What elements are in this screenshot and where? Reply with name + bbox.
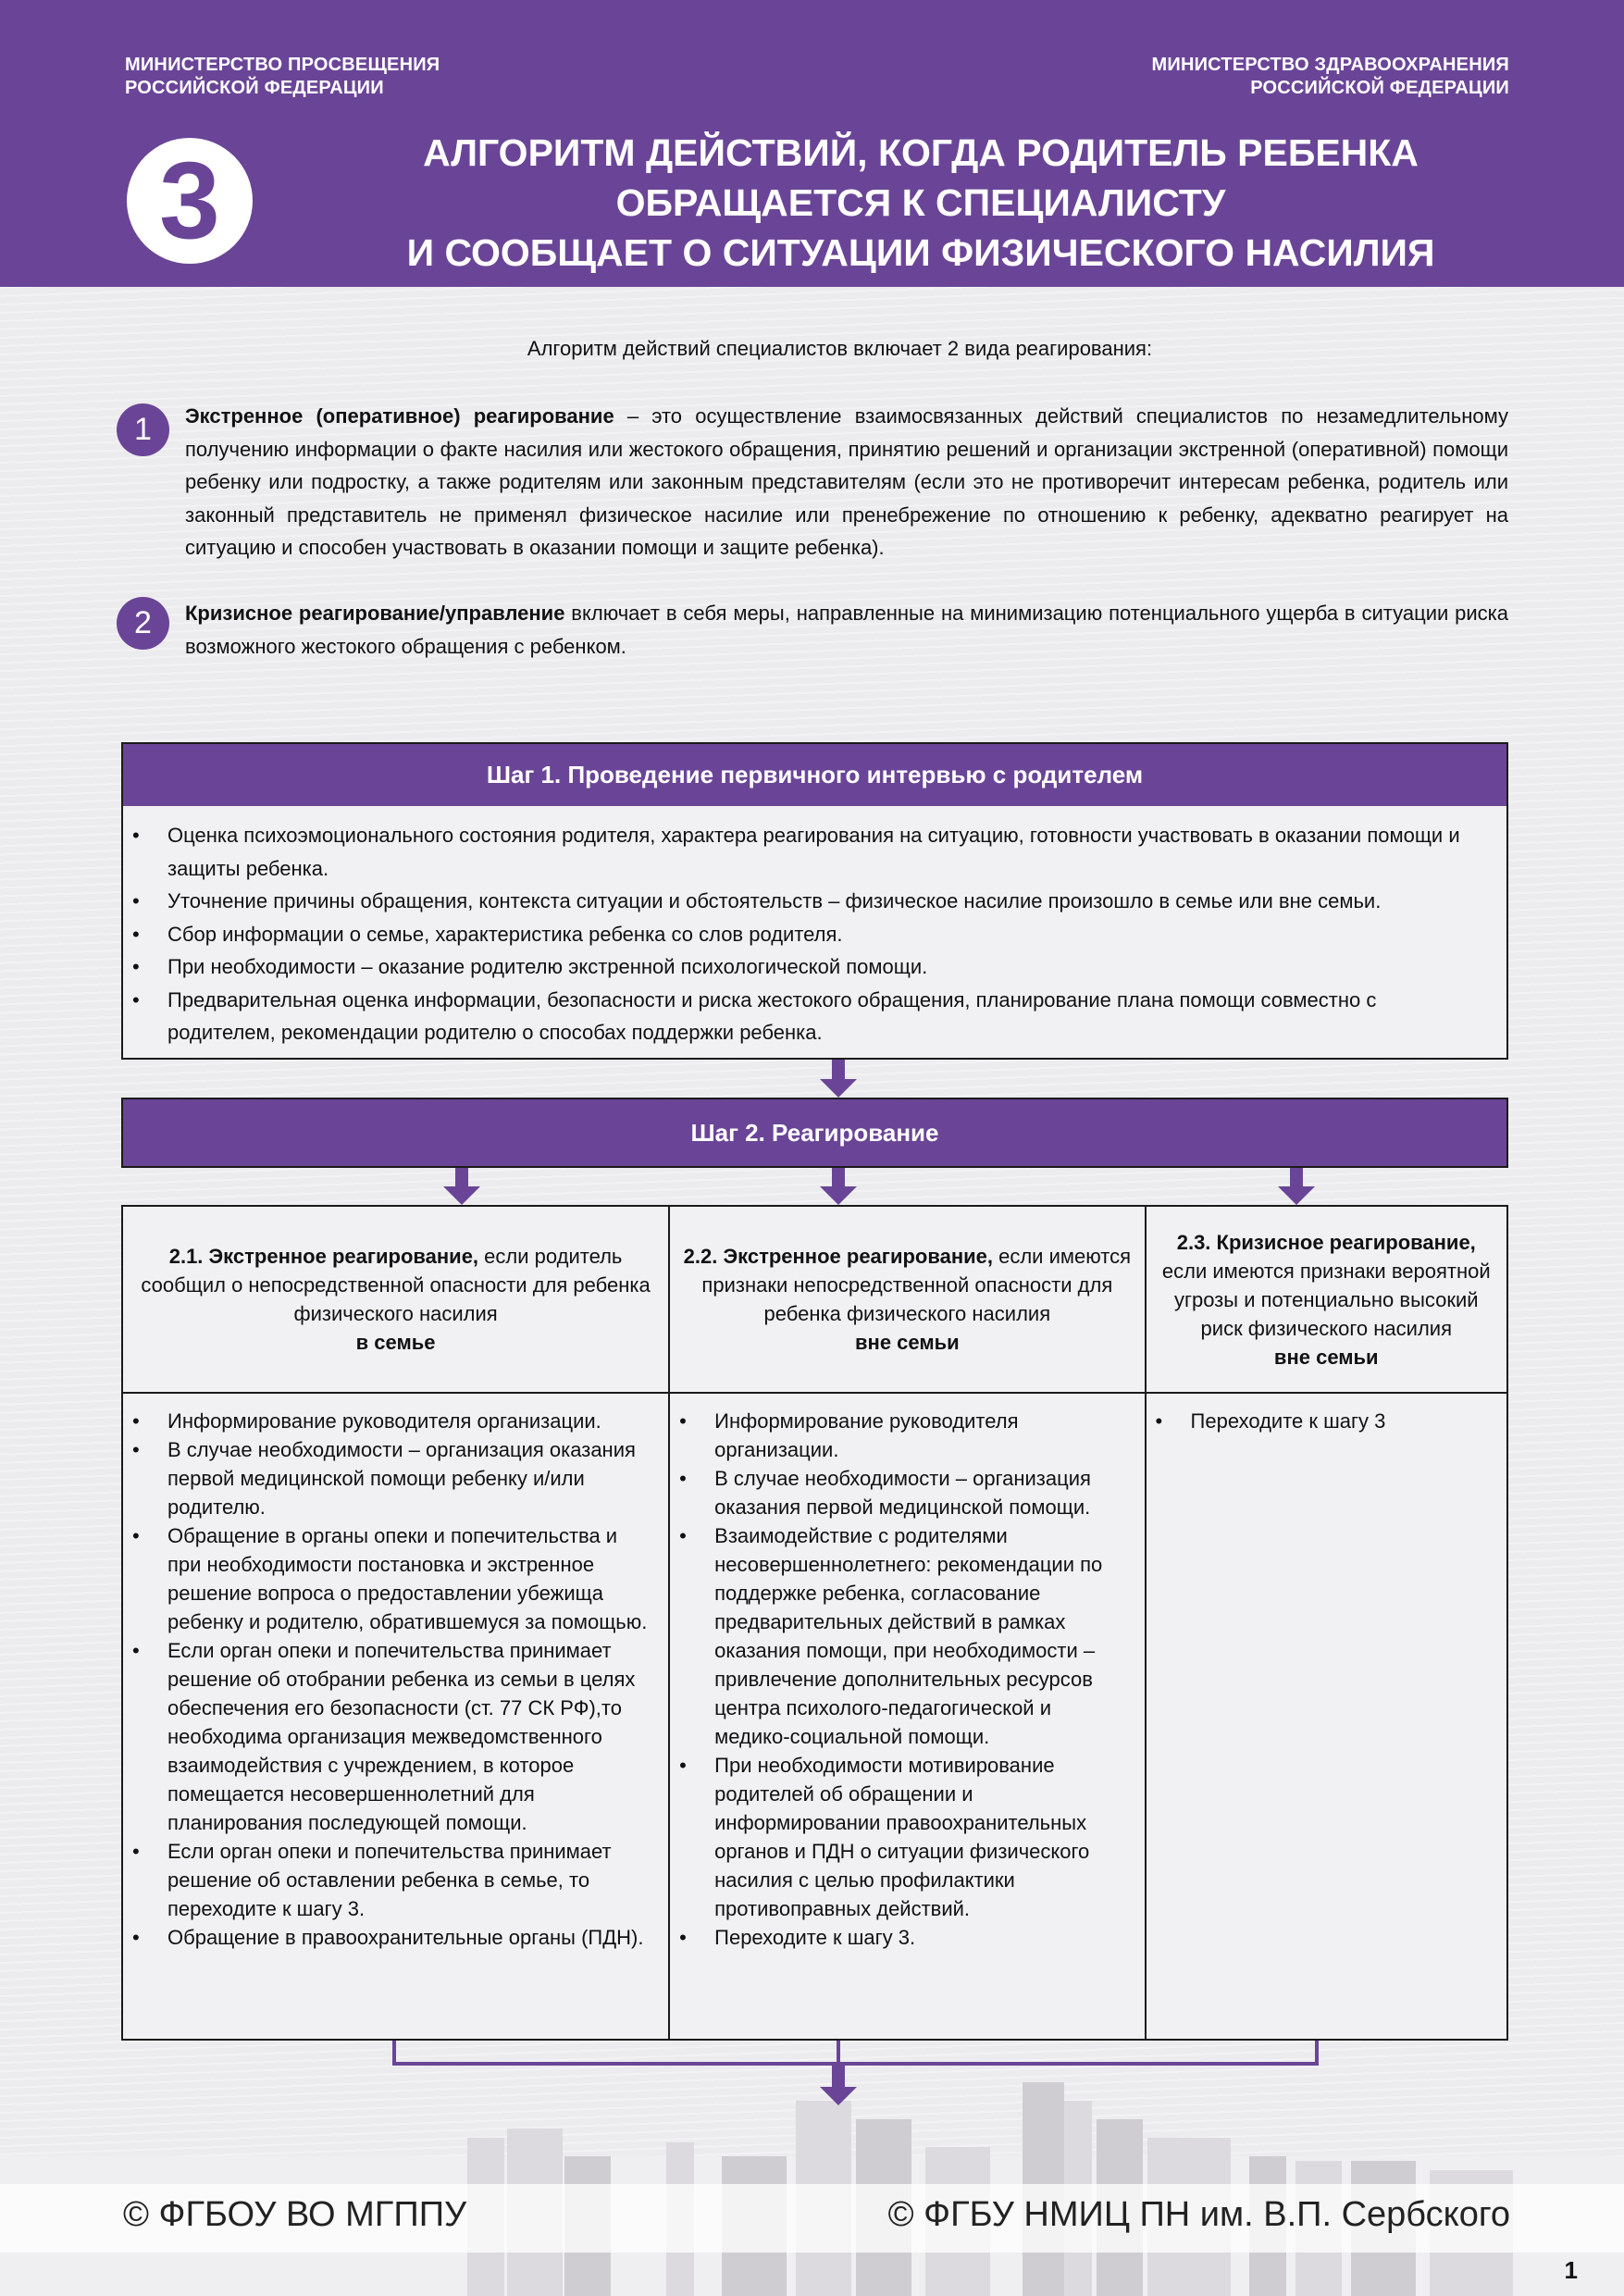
ministry-education: МИНИСТЕРСТВО ПРОСВЕЩЕНИЯ РОССИЙСКОЙ ФЕДЕРАЦИИ: [125, 55, 440, 98]
arrow-down-icon: [820, 1060, 857, 1098]
page-number: 1: [1564, 2256, 1578, 2284]
column-1-header: [122, 1206, 669, 1393]
column-3-scope: вне семьи: [1273, 1345, 1379, 1369]
step-1-box: [121, 742, 1508, 1060]
column-3-header: [1146, 1206, 1507, 1393]
list-item: • Информирование руководителя организации.: [670, 1407, 1131, 1464]
column-3-subtitle: если имеются признаки вероятной угрозы и потенциально высокий риск физического насилия: [1161, 1259, 1491, 1340]
intro-text: Алгоритм действий специалистов включает 2 вида реагирования:: [527, 337, 1153, 360]
column-1-subtitle: если родитель сообщил о непосредственной опасности для ребенка физического насилия: [141, 1245, 651, 1325]
type-2-description: [185, 597, 1508, 663]
list-item: • В случае необходимости – организация оказания первой медицинской помощи ребенку и/или родителю.: [123, 1435, 655, 1521]
column-2-scope: вне семьи: [855, 1331, 960, 1354]
title-line-2: ОБРАЩАЕТСЯ К СПЕЦИАЛИСТУ: [615, 181, 1226, 224]
list-item: • Оценка психоэмоционального состояния родителя, характера реагирования на ситуацию, готовности участвовать в оказании помощи и защиты ребенка.: [123, 819, 1488, 885]
column-1-title: 2.1. Экстренное реагирование,: [168, 1245, 479, 1268]
list-item: • Переходите к шагу 3: [1147, 1407, 1494, 1435]
list-item: • Сбор информации о семье, характеристика ребенка со слов родителя.: [123, 918, 1488, 951]
type-1-number: 1: [117, 403, 169, 456]
step-2-title: Шаг 2. Реагирование: [123, 1099, 1506, 1166]
list-item: • В случае необходимости – организация оказания первой медицинской помощи.: [670, 1464, 1131, 1521]
column-2-title: 2.2. Экстренное реагирование,: [683, 1245, 993, 1268]
list-item: • При необходимости – оказание родителю экстренной психологической помощи.: [123, 950, 1488, 984]
step-2-box: [121, 1098, 1508, 1168]
footer-copyright-right: © ФГБУ НМИЦ ПН им. В.П. Сербского: [887, 2195, 1510, 2234]
list-item: • Если орган опеки и попечительства принимает решение об отобрании ребенка из семьи в целях обеспечения его безопасности (ст. 77 СК РФ),то необходима организация межведомственного взаимодействия с учреждением, в которое помещается несовершеннолетний для планирования последующей помощи.: [123, 1636, 655, 1837]
list-item: • Взаимодействие с родителями несовершеннолетнего: рекомендации по поддержке ребенка, согласование предварительных действий в рамках оказания помощи, при необходимости – привлечение дополнительных ресурсов центра психолого-педагогической и медико-социальной помощи.: [670, 1521, 1131, 1751]
response-options-table: [121, 1205, 1508, 2041]
type-1-description: [185, 400, 1508, 565]
type-2-number: 2: [117, 597, 169, 650]
algorithm-number-badge: 3: [127, 138, 253, 264]
arrow-down-icon: [1278, 1168, 1315, 1205]
list-item: • Информирование руководителя организации.: [123, 1407, 655, 1435]
table-header-row: [122, 1206, 1507, 1393]
list-item: • Переходите к шагу 3.: [670, 1923, 1131, 1952]
title-line-3: И СООБЩАЕТ О СИТУАЦИИ ФИЗИЧЕСКОГО НАСИЛИЯ: [406, 231, 1435, 274]
list-item: • Предварительная оценка информации, безопасности и риска жестокого обращения, планирование плана помощи совместно с родителем, рекомендации родителю о способах поддержки ребенка.: [123, 984, 1488, 1049]
column-2-header: [669, 1206, 1145, 1393]
list-item: • При необходимости мотивирование родителей об обращении и информировании правоохранительных органов и ПДН о ситуации физического насилия с целью профилактики противоправных действий.: [670, 1751, 1131, 1923]
type-1-title: Экстренное (оперативное) реагирование: [185, 404, 614, 428]
arrow-down-icon: [820, 2064, 857, 2104]
list-item: • Если орган опеки и попечительства принимает решение об оставлении ребенка в семье, то переходите к шагу 3.: [123, 1837, 655, 1923]
list-item: • Обращение в правоохранительные органы (ПДН).: [123, 1923, 655, 1952]
footer-copyright-left: © ФГБОУ ВО МГППУ: [123, 2195, 467, 2234]
type-2-title: Кризисное реагирование/управление: [185, 602, 565, 625]
step-1-list: [123, 806, 1506, 1062]
column-3-title: 2.3. Кризисное реагирование,: [1176, 1230, 1476, 1254]
list-item: • Обращение в органы опеки и попечительства и при необходимости постановка и экстренное решение вопроса о предоставлении убежища ребенку и родителю, обратившемуся за помощью.: [123, 1521, 655, 1636]
arrow-down-icon: [820, 1168, 857, 1205]
column-1-body: [122, 1393, 669, 2040]
column-3-body: [1146, 1393, 1507, 2040]
column-2-subtitle: если имеются признаки непосредственной опасности для ребенка физического насилия: [701, 1245, 1131, 1325]
column-2-body: [669, 1393, 1145, 2040]
table-body-row: [122, 1393, 1507, 2040]
arrow-down-icon: [443, 1168, 480, 1205]
ministry-health: МИНИСТЕРСТВО ЗДРАВООХРАНЕНИЯ РОССИЙСКОЙ ФЕДЕРАЦИИ: [1151, 55, 1509, 98]
type-2-text: включает в себя меры, направленные на минимизацию потенциального ущерба в ситуации риска возможного жестокого обращения с ребенком.: [185, 602, 1509, 658]
type-1-text: – это осуществление взаимосвязанных действий специалистов по незамедлительному получению информации о факте насилия или жестокого обращения, принятию решений и организации экстренной (оперативной) помощи ребенку или подростку, а также родителям или законным представителям (если это не противоречит интересам ребенка, родитель или законный представитель не применял физическое насилие или пренебрежение по отношению к ребенку, адекватно реагирует на ситуацию и способен участвовать в оказании помощи и защите ребенка).: [185, 404, 1508, 559]
list-item: • Уточнение причины обращения, контекста ситуации и обстоятельств – физическое насилие произошло в семье или вне семьи.: [123, 885, 1488, 918]
column-1-scope: в семье: [355, 1331, 436, 1354]
title-line-1: АЛГОРИТМ ДЕЙСТВИЙ, КОГДА РОДИТЕЛЬ РЕБЕНКА: [423, 131, 1419, 174]
step-1-title: Шаг 1. Проведение первичного интервью с родителем: [123, 744, 1506, 806]
